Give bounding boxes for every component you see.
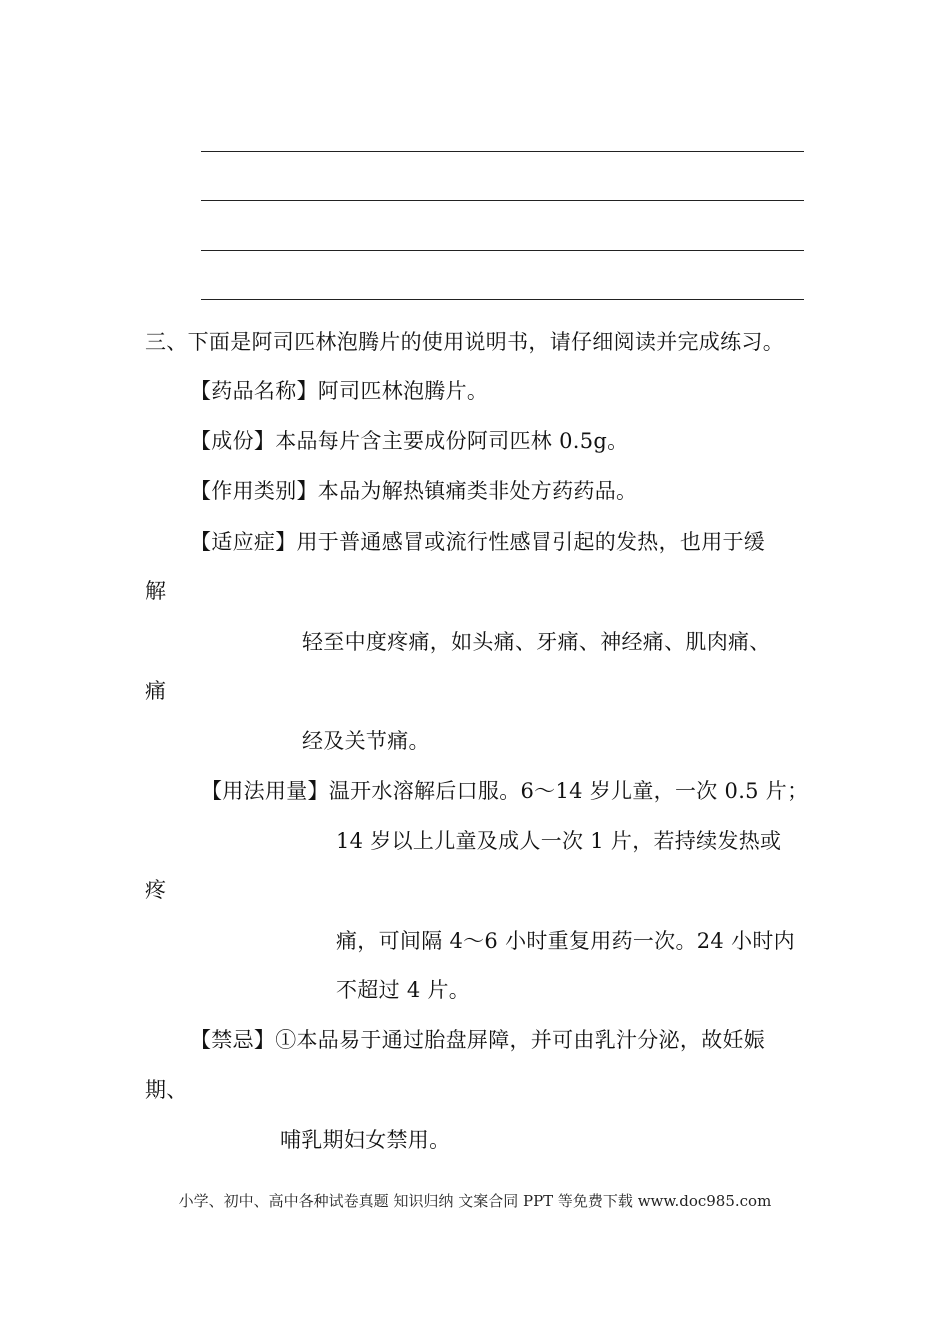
- answer-line-4: [201, 299, 804, 300]
- contraindications-line-3: 哺乳期妇女禁用。: [280, 1128, 451, 1152]
- contraindications-line-1: 【禁忌】①本品易于通过胎盘屏障，并可由乳汁分泌，故妊娠: [190, 1028, 766, 1052]
- drug-category: 【作用类别】本品为解热镇痛类非处方药药品。: [190, 479, 638, 503]
- indications-line-5: 经及关节痛。: [302, 729, 430, 753]
- indications-line-3: 轻至中度疼痛，如头痛、牙痛、神经痛、肌肉痛、: [302, 630, 771, 654]
- answer-line-3: [201, 250, 804, 251]
- indications-line-4: 痛: [145, 679, 167, 703]
- section-heading: 三、下面是阿司匹林泡腾片的使用说明书，请仔细阅读并完成练习。: [145, 330, 784, 354]
- footer-text: 小学、初中、高中各种试卷真题 知识归纳 文案合同 PPT 等免费下载 www.doc985.com: [178, 1192, 772, 1210]
- dosage-line-4: 痛，可间隔 4～6 小时重复用药一次。24 小时内: [336, 929, 795, 953]
- drug-name: 【药品名称】阿司匹林泡腾片。: [190, 379, 489, 403]
- answer-line-1: [201, 151, 804, 152]
- contraindications-line-2: 期、: [145, 1078, 188, 1102]
- dosage-line-1: 【用法用量】温开水溶解后口服。6～14 岁儿童，一次 0.5 片；: [201, 779, 809, 803]
- answer-line-2: [201, 200, 804, 201]
- indications-line-2: 解: [145, 579, 167, 603]
- drug-ingredients: 【成份】本品每片含主要成份阿司匹林 0.5g。: [190, 429, 629, 453]
- dosage-line-2: 14 岁以上儿童及成人一次 1 片，若持续发热或: [336, 829, 782, 853]
- dosage-line-3: 疼: [145, 878, 167, 902]
- dosage-line-5: 不超过 4 片。: [336, 978, 471, 1002]
- indications-line-1: 【适应症】用于普通感冒或流行性感冒引起的发热，也用于缓: [190, 530, 766, 554]
